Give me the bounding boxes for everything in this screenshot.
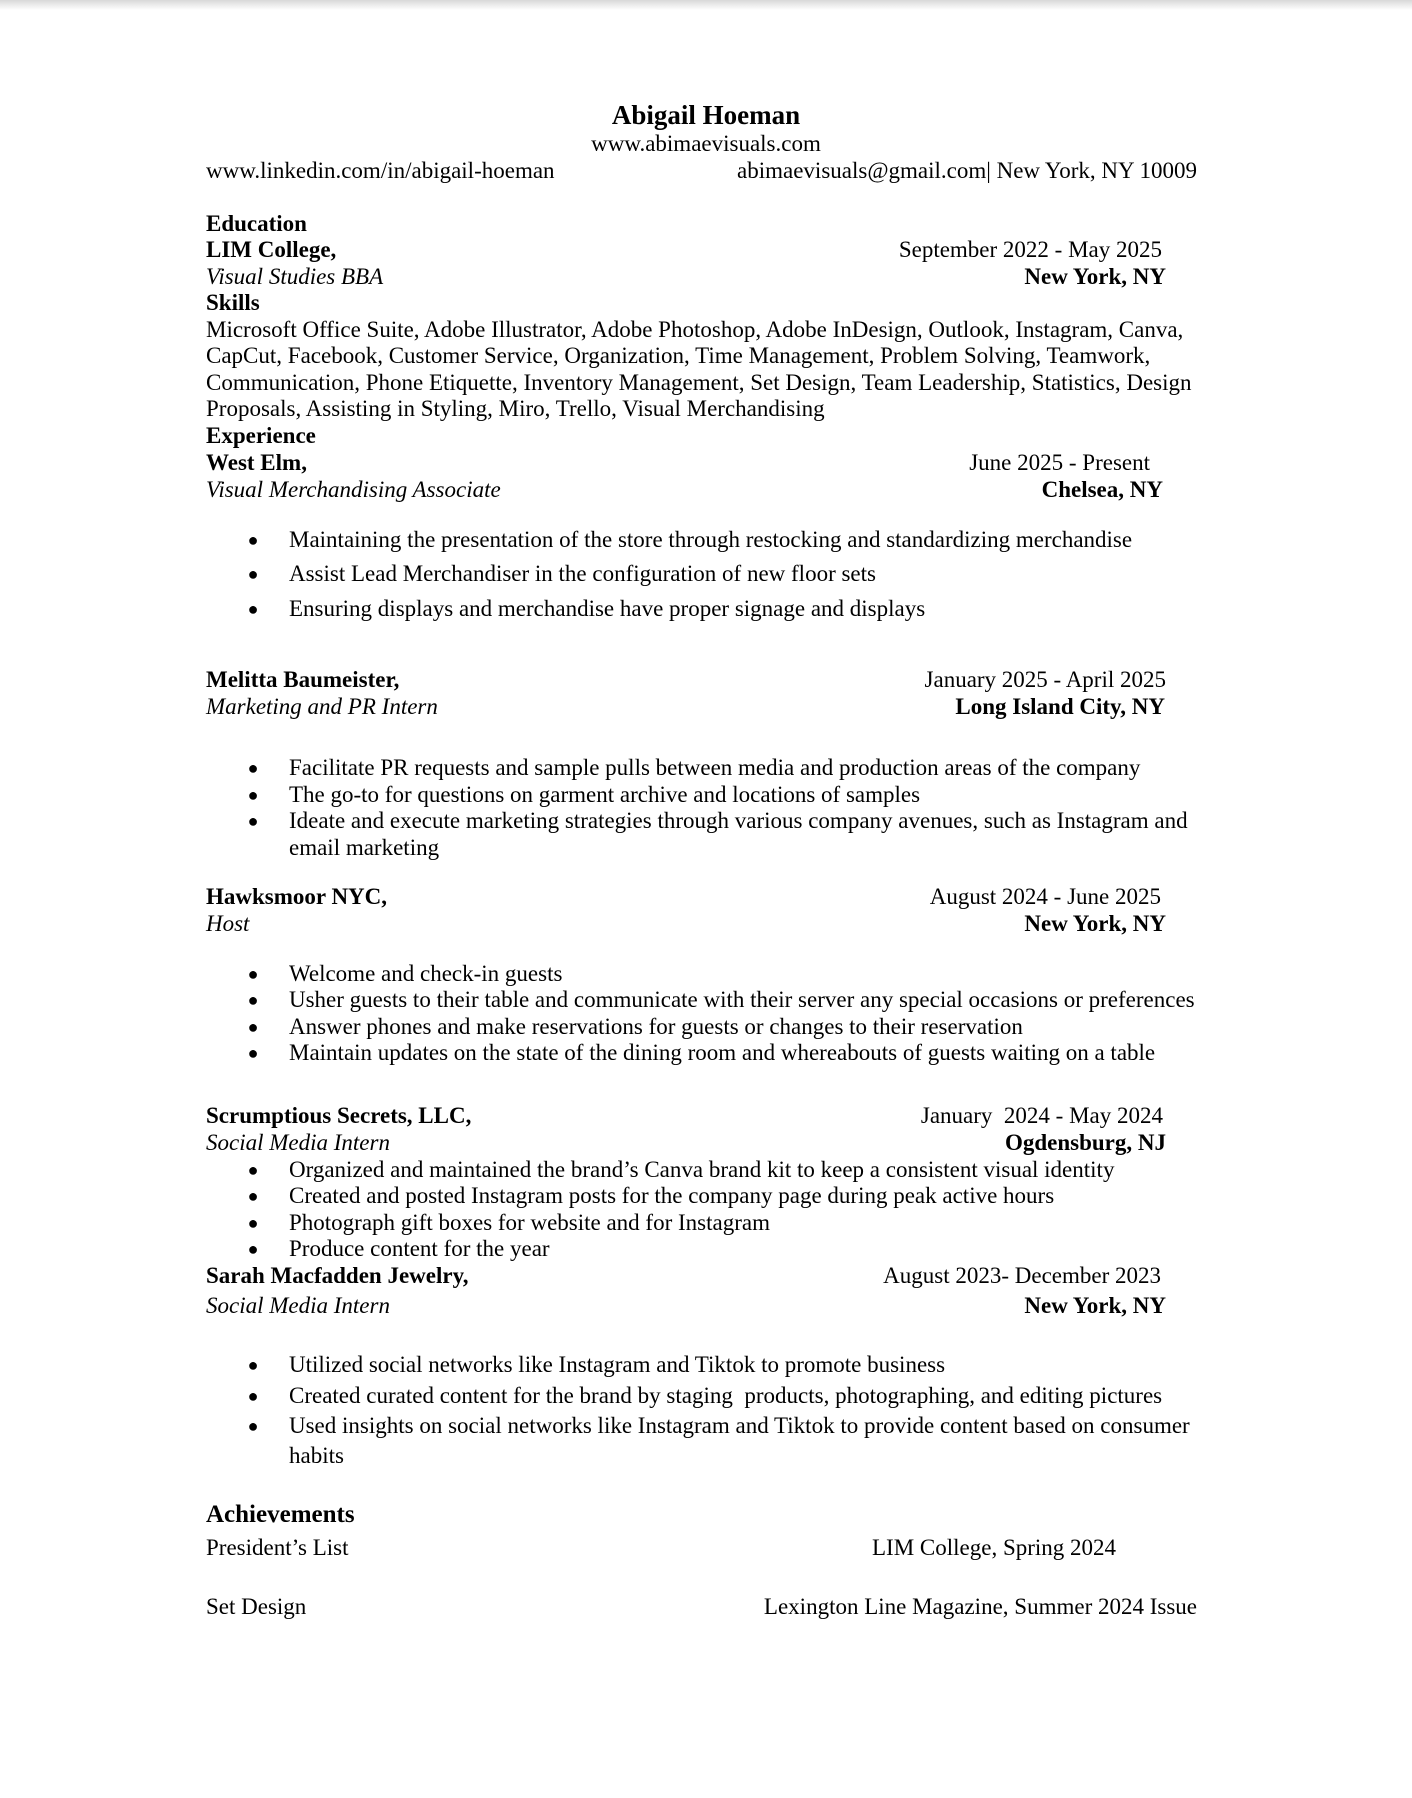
job-bullet: Facilitate PR requests and sample pulls between media and production areas of the company — [289, 755, 1141, 780]
bullet-icon: ● — [247, 811, 259, 831]
bullet-icon: ● — [247, 1355, 259, 1375]
job-company: Scrumptious Secrets, LLC, — [206, 1103, 472, 1128]
job-role: Social Media Intern — [206, 1130, 390, 1155]
job-dates: June 2025 - Present — [969, 450, 1150, 475]
education-heading: Education — [206, 211, 307, 236]
job-role: Host — [206, 911, 250, 936]
job-bullet-continuation: habits — [289, 1443, 344, 1468]
job-bullet: Organized and maintained the brand’s Canva brand kit to keep a consistent visual identity — [289, 1157, 1115, 1182]
skills-line: Microsoft Office Suite, Adobe Illustrator, Adobe Photoshop, Adobe InDesign, Outlook, Instagram, Canva, — [206, 317, 1184, 342]
bullet-icon: ● — [247, 964, 259, 984]
bullet-icon: ● — [247, 1239, 259, 1259]
job-location: Chelsea, NY — [1041, 477, 1163, 502]
job-role: Visual Merchandising Associate — [206, 477, 501, 502]
job-role: Marketing and PR Intern — [206, 694, 438, 719]
job-location: Ogdensburg, NJ — [1004, 1130, 1166, 1155]
job-bullet: Created curated content for the brand by staging products, photographing, and editing pictures — [289, 1383, 1163, 1408]
bullet-icon: ● — [247, 990, 259, 1010]
job-dates: August 2024 - June 2025 — [929, 884, 1161, 909]
job-bullet: Answer phones and make reservations for guests or changes to their reservation — [289, 1014, 1023, 1039]
job-dates: January 2025 - April 2025 — [924, 667, 1166, 692]
job-location: New York, NY — [1024, 911, 1166, 936]
skills-line: CapCut, Facebook, Customer Service, Organization, Time Management, Problem Solving, Teamwork, — [206, 343, 1151, 368]
bullet-icon: ● — [247, 1186, 259, 1206]
job-bullet: Photograph gift boxes for website and for Instagram — [289, 1210, 770, 1235]
education-degree: Visual Studies BBA — [206, 264, 384, 289]
job-company: Melitta Baumeister, — [206, 667, 400, 692]
job-bullet: Utilized social networks like Instagram and Tiktok to promote business — [289, 1352, 946, 1377]
bullet-icon: ● — [247, 1416, 259, 1436]
bullet-icon: ● — [247, 758, 259, 778]
job-bullet: Maintaining the presentation of the store through restocking and standardizing merchandise — [289, 527, 1133, 552]
skills-line: Communication, Phone Etiquette, Inventory Management, Set Design, Team Leadership, Statistics, Design — [206, 370, 1192, 395]
education-dates: September 2022 - May 2025 — [898, 237, 1162, 262]
bullet-icon: ● — [247, 1386, 259, 1406]
bullet-icon: ● — [247, 1017, 259, 1037]
job-bullet-continuation: email marketing — [289, 835, 440, 860]
education-school: LIM College, — [206, 237, 337, 262]
achievement-detail: LIM College, Spring 2024 — [872, 1535, 1117, 1560]
achievements-heading: Achievements — [206, 1501, 355, 1528]
contact-info: abimaevisuals@gmail.com| New York, NY 10009 — [737, 158, 1197, 183]
bullet-icon: ● — [247, 1043, 259, 1063]
job-company: Sarah Macfadden Jewelry, — [206, 1263, 469, 1288]
bullet-icon: ● — [247, 785, 259, 805]
skills-line: Proposals, Assisting in Styling, Miro, Trello, Visual Merchandising — [206, 396, 825, 421]
job-bullet: Ideate and execute marketing strategies through various company avenues, such as Instagram and — [289, 808, 1188, 833]
achievement-title: President’s List — [206, 1535, 349, 1560]
linkedin-link[interactable]: www.linkedin.com/in/abigail-hoeman — [206, 158, 555, 183]
job-bullet: The go-to for questions on garment archive and locations of samples — [289, 782, 921, 807]
achievement-title: Set Design — [206, 1594, 307, 1619]
job-dates: August 2023- December 2023 — [883, 1263, 1161, 1288]
job-role: Social Media Intern — [206, 1293, 390, 1318]
job-company: West Elm, — [206, 450, 307, 475]
job-bullet: Used insights on social networks like Instagram and Tiktok to provide content based on consumer — [289, 1413, 1190, 1438]
job-bullet: Produce content for the year — [289, 1236, 550, 1261]
bullet-icon: ● — [247, 564, 259, 584]
bullet-icon: ● — [247, 599, 259, 619]
education-location: New York, NY — [1024, 264, 1166, 289]
resume-name: Abigail Hoeman — [611, 100, 801, 130]
job-bullet: Maintain updates on the state of the dining room and whereabouts of guests waiting on a table — [289, 1040, 1156, 1065]
job-location: Long Island City, NY — [955, 694, 1165, 719]
achievement-detail: Lexington Line Magazine, Summer 2024 Issue — [763, 1594, 1197, 1619]
job-bullet: Welcome and check-in guests — [289, 961, 563, 986]
page-top-shadow — [0, 0, 1412, 10]
job-bullet: Assist Lead Merchandiser in the configuration of new floor sets — [289, 561, 876, 586]
job-location: New York, NY — [1024, 1293, 1166, 1318]
experience-heading: Experience — [206, 423, 316, 448]
bullet-icon: ● — [247, 1160, 259, 1180]
website-link[interactable]: www.abimaevisuals.com — [591, 131, 821, 156]
bullet-icon: ● — [247, 1213, 259, 1233]
job-bullet: Created and posted Instagram posts for the company page during peak active hours — [289, 1183, 1055, 1208]
job-bullet: Ensuring displays and merchandise have proper signage and displays — [289, 596, 926, 621]
job-dates: January 2024 - May 2024 — [920, 1103, 1163, 1128]
bullet-icon: ● — [247, 530, 259, 550]
job-company: Hawksmoor NYC, — [206, 884, 388, 909]
skills-heading: Skills — [206, 290, 260, 315]
job-bullet: Usher guests to their table and communicate with their server any special occasions or preferences — [289, 987, 1195, 1012]
